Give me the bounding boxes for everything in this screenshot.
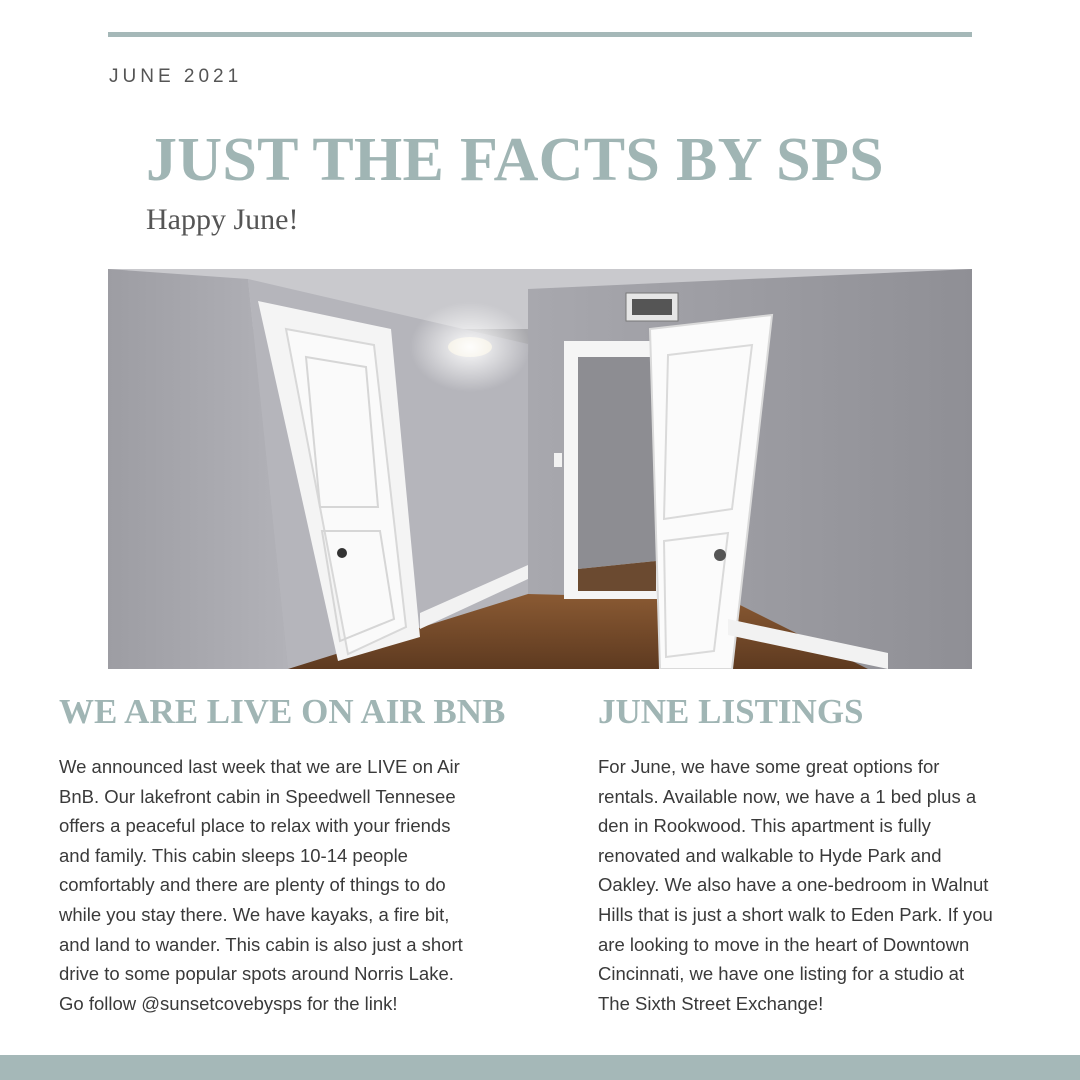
airbnb-line: BnB. Our lakefront cabin in Speedwell Tennesee (59, 785, 456, 807)
newsletter-title: JUST THE FACTS BY SPS (146, 126, 884, 194)
airbnb-heading: WE ARE LIVE ON AIR BNB (59, 692, 506, 731)
listings-line: rentals. Available now, we have a 1 bed plus a (598, 785, 977, 807)
listings-heading: JUNE LISTINGS (598, 692, 864, 731)
listings-line: den in Rookwood. This apartment is fully (598, 815, 931, 837)
airbnb-body (59, 752, 519, 1018)
airbnb-line: and land to wander. This cabin is also just a short (59, 933, 463, 955)
listings-line: For June, we have some great options for (598, 756, 940, 777)
airbnb-line: offers a peaceful place to relax with your friends (59, 815, 451, 837)
airbnb-line: comfortably and there are plenty of things to do (59, 874, 446, 896)
airbnb-line: drive to some popular spots around Norris Lake. (59, 963, 454, 985)
listings-line: Hills that is just a short walk to Eden Park. If you (598, 903, 993, 925)
listings-body (598, 752, 1048, 1018)
room-photo (108, 269, 972, 669)
airbnb-line: and family. This cabin sleeps 10-14 people (59, 844, 408, 866)
listings-line: renovated and walkable to Hyde Park and (598, 844, 942, 866)
listings-line: are looking to move in the heart of Downtown (598, 933, 970, 955)
listings-line: Cincinnati, we have one listing for a studio at (598, 963, 965, 985)
listings-line: Oakley. We also have a one-bedroom in Walnut (598, 874, 989, 896)
bottom-bar (0, 1055, 1080, 1080)
issue-date: JUNE 2021 (109, 66, 243, 87)
airbnb-line: Go follow @sunsetcovebysps for the link! (59, 992, 398, 1014)
top-rule (108, 32, 972, 37)
airbnb-line: while you stay there. We have kayaks, a fire bit, (59, 903, 450, 925)
airbnb-line: We announced last week that we are LIVE on Air (59, 756, 460, 777)
listings-line: The Sixth Street Exchange! (598, 992, 824, 1014)
greeting-subtitle: Happy June! (146, 203, 299, 236)
